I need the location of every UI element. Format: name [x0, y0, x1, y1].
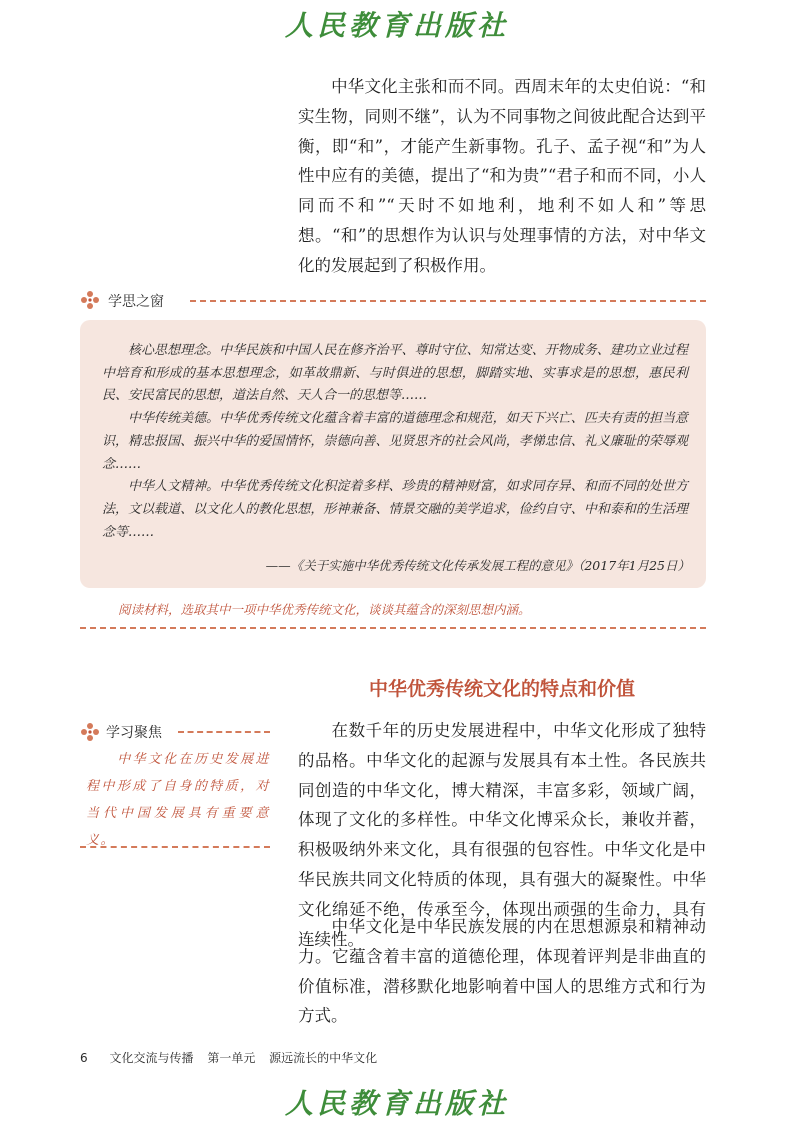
publisher-logo-bottom: 人民教育出版社 — [284, 1087, 509, 1120]
dashed-divider — [190, 300, 706, 302]
publisher-logo-top: 人民教育出版社 — [284, 9, 509, 42]
flower-icon — [80, 290, 100, 310]
flower-icon — [80, 722, 100, 742]
dashed-divider — [178, 731, 270, 733]
study-window-title: 学思之窗 — [108, 294, 164, 310]
quote-paragraph: 中华人文精神。中华优秀传统文化积淀着多样、珍贵的精神财富，如求同存异、和而不同的处世方法，文以载道、以文化人的教化思想，形神兼备、情景交融的美学追求，俭约自守、中和泰和的生活理念等…… — [102, 479, 688, 540]
quote-paragraph: 中华传统美德。中华优秀传统文化蕴含着丰富的道德理念和规范，如天下兴亡、匹夫有责的担当意识，精忠报国、振兴中华的爱国情怀，崇德向善、见贤思齐的社会风尚，孝悌忠信、礼义廉耻的荣辱观念…… — [102, 411, 688, 472]
book-title: 文化交流与传播 — [109, 1051, 194, 1065]
intro-paragraph-text: 中华文化主张和而不同。西周末年的太史伯说：“和实生物，同则不继”，认为不同事物之间彼此配合达到平衡，即“和”，才能产生新事物。孔子、孟子视“和”为人性中应有的美德，提出了“和为贵”“君子和而不同，小人同而不和”“天时不如地利，地利不如人和”等思想。“和”的思想作为认识与处理事情的方法，对中华文化的发展起到了积极作用。 — [298, 77, 706, 275]
study-focus-header — [80, 722, 270, 742]
study-window-header — [80, 290, 706, 312]
intro-paragraph — [298, 72, 706, 281]
study-window-box — [80, 320, 706, 588]
page-footer — [80, 1049, 387, 1066]
quote-paragraph: 核心思想理念。中华民族和中国人民在修齐治平、尊时守位、知常达变、开物成务、建功立业过程中培育和形成的基本思想理念，如革故鼎新、与时俱进的思想，脚踏实地、实事求是的思想，惠民利民、安民富民的思想，道法自然、天人合一的思想等…… — [102, 343, 688, 404]
quote-source: ——《关于实施中华优秀传统文化传承发展工程的意见》（2017年1月25日） — [265, 558, 690, 573]
study-focus-text: 中华文化在历史发展进程中形成了自身的特质，对当代中国发展具有重要意义。 — [86, 752, 270, 848]
page-number: 6 — [80, 1051, 88, 1065]
body-paragraph — [298, 912, 706, 1031]
unit-title: 源远流长的中华文化 — [269, 1051, 378, 1065]
dashed-divider — [80, 846, 270, 848]
dashed-divider — [80, 627, 706, 629]
reading-task: 阅读材料，选取其中一项中华优秀传统文化，谈谈其蕴含的深刻思想内涵。 — [118, 602, 531, 617]
unit-label: 第一单元 — [207, 1051, 256, 1065]
section-heading: 中华优秀传统文化的特点和价值 — [368, 678, 635, 700]
quote-text — [102, 340, 688, 544]
body-paragraph-text: 中华文化是中华民族发展的内在思想源泉和精神动力。它蕴含着丰富的道德伦理，体现着评判是非曲直的价值标准，潜移默化地影响着中国人的思维方式和行为方式。 — [298, 917, 706, 1026]
body-paragraph-text: 在数千年的历史发展进程中，中华文化形成了独特的品格。中华文化的起源与发展具有本土性。各民族共同创造的中华文化，博大精深，丰富多彩，领域广阔，体现了文化的多样性。中华文化博采众长，兼收并蓄，积极吸纳外来文化，具有很强的包容性。中华文化是中华民族共同文化特质的体现，具有强大的凝聚性。中华文化绵延不绝，传承至今，体现出顽强的生命力，具有连续性。 — [298, 721, 706, 949]
study-focus-title: 学习聚焦 — [106, 725, 162, 741]
